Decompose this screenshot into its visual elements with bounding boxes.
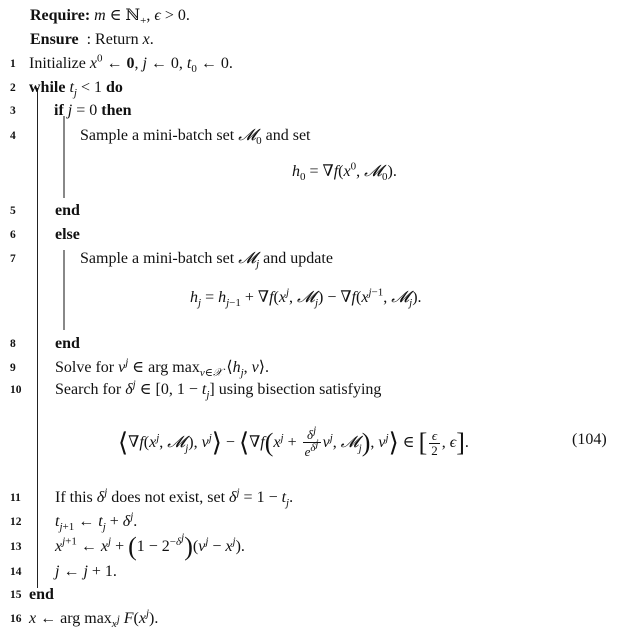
line-11-fallback: If this $\delta^j$ does not exist, set $\delta^j = 1 - t_j$.	[55, 486, 294, 510]
line-number: 2	[10, 82, 16, 94]
line-10-search: Search for $\delta^j$ ∈ [0, $1 - t_j$] using bisection satisfying	[55, 378, 382, 402]
line-number: 1	[10, 58, 16, 70]
line-8-end: end	[55, 335, 80, 352]
line-number: 16	[10, 613, 22, 625]
line-number: 10	[10, 384, 22, 396]
line-12-update-t: $t_{j+1}$ ← $t_j + \delta^j$.	[55, 510, 138, 534]
line-number: 14	[10, 566, 22, 578]
line-number: 3	[10, 105, 16, 117]
line-5-end: end	[55, 202, 80, 219]
line-6-else: else	[55, 226, 80, 243]
equation-bisection-condition: $⟨\nabla f(x^j$, 𝓜$_j$), $v^j⟩$ − $⟨\nabla f(x^j$ + $\frac{\delta^j}{e^{\delta^j}}$ $v^j$, 𝓜$_j$), $v^j⟩$ ∈ [ $\frac{\epsilon}{2}$ , ϵ].	[118, 424, 469, 459]
line-number: 13	[10, 541, 22, 553]
line-2-while: while $t_j < 1$ do	[29, 79, 123, 100]
require-label: Require:	[30, 7, 91, 24]
line-number: 7	[10, 253, 16, 265]
line-number: 6	[10, 229, 16, 241]
line-1-initialize: Initialize $x^0$ ← 0, j ← 0, $t_0$ ← 0.	[29, 52, 233, 76]
line-number: 12	[10, 516, 22, 528]
equation-h0: $h_0 = \nabla f(x^0$, 𝓜$_0$).	[292, 160, 397, 184]
line-13-update-x: $x^{j+1}$ ← $x^j + (1 - 2^{-\delta^j})(v^j - x^j)$.	[55, 531, 245, 561]
line-3-if: if j = 0 then	[54, 102, 132, 119]
line-number: 11	[10, 492, 21, 504]
require-line: Require: m ∈ ℕ$_+$, ϵ > 0.	[30, 7, 190, 28]
ensure-line: Ensure : Return x.	[30, 31, 154, 48]
line-number: 15	[10, 589, 22, 601]
equation-number: (104)	[572, 431, 607, 448]
ensure-label: Ensure	[30, 31, 79, 48]
while-block-bar	[37, 88, 38, 588]
line-number: 5	[10, 205, 16, 217]
line-16-argmax: x ← arg $\max_{x^j} F(x^j)$.	[29, 607, 159, 631]
line-number: 8	[10, 338, 16, 350]
line-7-sample: Sample a mini-batch set 𝓜$_j$ and update	[80, 250, 333, 271]
line-number: 9	[10, 362, 16, 374]
if-block-bar	[63, 116, 65, 198]
line-15-end: end	[29, 586, 54, 603]
line-9-solve: Solve for $v^j$ ∈ arg $\max_{v\in 𝒳}$ $⟨h_j$, v⟩.	[55, 356, 269, 380]
equation-hj: $h_j = h_{j-1} + \nabla f(x^j$, 𝓜$_j$) − $\nabla f(x^{j-1}$, 𝓜$_j$).	[190, 286, 422, 310]
else-block-bar	[63, 250, 65, 330]
require-text: m	[94, 7, 106, 24]
line-number: 4	[10, 130, 16, 142]
line-14-increment-j: j ← j + 1.	[55, 563, 117, 580]
line-4-sample: Sample a mini-batch set 𝓜$_0$ and set	[80, 127, 311, 148]
